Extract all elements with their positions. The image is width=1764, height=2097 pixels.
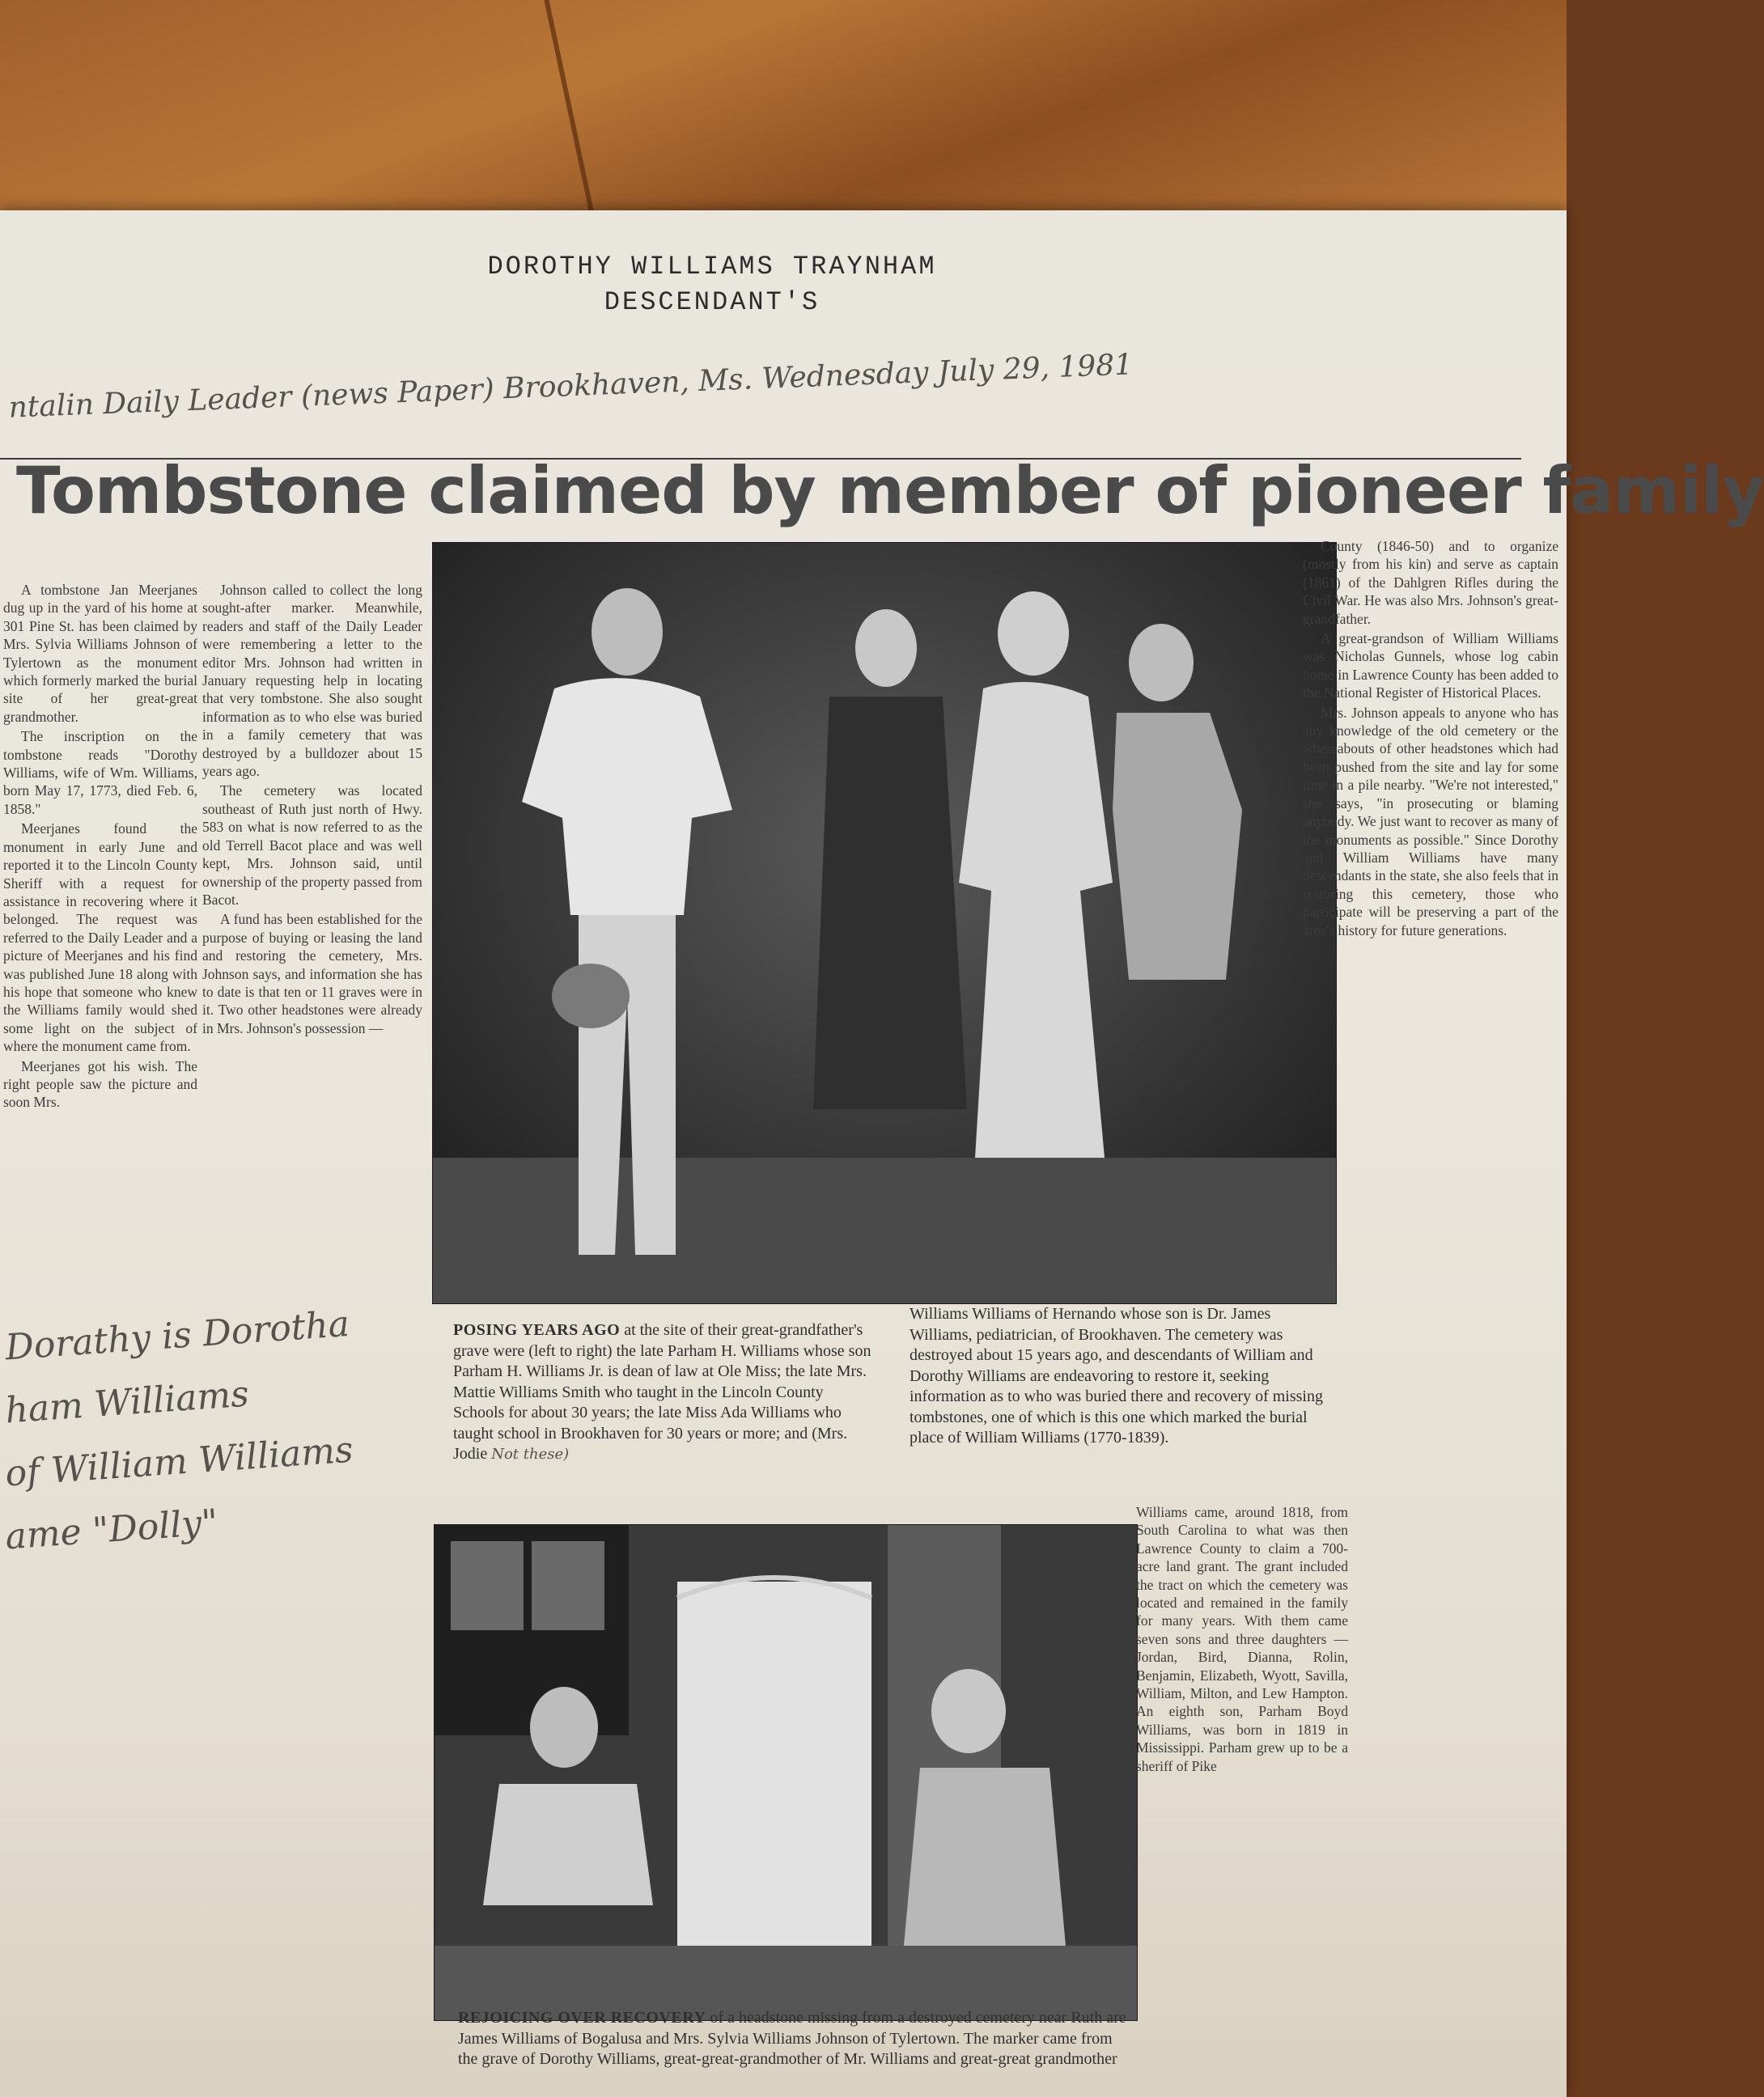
article-column-lower-right [1136,1503,1348,1777]
paragraph: County (1846-50) and to organize (mostly from his kin) and serve as captain (1861) of the Dahlgren Rifles during the Civil War. He was also Mrs. Johnson's great-grandfather. [1303,538,1558,627]
margin-note-line: of William Williams [3,1429,355,1495]
paragraph: The inscription on the tombstone reads "Dorothy Williams, wife of Wm. Williams, born May 17, 1773, died Feb. 6, 1858." [3,728,197,817]
article-column-1 [3,581,197,1113]
paragraph: Meerjanes found the monument in early June and reported it to the Lincoln County Sheriff with a request for assistance in recovering where it belonged. The request was referred to the Daily Leader and a picture of Meerjanes and his find was published June 18 along with his hope that someone who knew the Williams family would shed some light on the subject of where the monument came from. [3,820,197,1055]
margin-note-line: ham Williams [3,1373,251,1432]
paragraph: Johnson called to collect the long sought-after marker. Meanwhile, readers and staff of the Daily Leader were remembering a letter to the editor Mrs. Johnson had written in January requesting help in locating that very tombstone. She also sought information as to who else was buried in a family cemetery that was destroyed by a bulldozer about 15 years ago. [202,582,422,780]
caption-text: of a headstone missing from a destroyed cemetery near Ruth are James Williams of Bogalusa and Mrs. Sylvia Williams Johnson of Tylertown. The marker came from the grave of Dorothy Williams, great-great-grandmother of Mr. Williams and great-great grandmother [458,2009,1126,2068]
caption-text: at the site of their great-grandfather's grave were (left to right) the late Parham H. Williams whose son Parham H. Williams Jr. is dean of law at Ole Miss; the late Mrs. Mattie Williams Smith who taught in the Lincoln County Schools for about 30 years; the late Miss Ada Williams who taught school in Brookhaven for 30 years or more; and (Mrs. Jodie [453,1321,871,1463]
photo-four-people-illustration [433,543,1336,1303]
photo-2-caption [458,2008,1130,2070]
photo-1-caption-right: Williams Williams of Hernando whose son is Dr. James Williams, pediatrician, of Brookhaven. The cemetery was destroyed about 15 years ago, and descendants of William and Dorothy Williams are endeavoring to restore it, seeking information as to who was buried there and recovery of missing tombstones, one of which is this one which marked the burial place of William Williams (1770-1839). [910,1305,1323,1447]
article-column-right [1303,537,1558,941]
margin-note-line: Dorathy is Dorotha [3,1303,351,1369]
paragraph: A great-grandson of William Williams was Nicholas Gunnels, whose log cabin home in Lawrence County has been added to the National Register of Historical Places. [1303,630,1558,701]
handwritten-caption-note: Not these) [491,1446,570,1463]
margin-note-line: ame "Dolly" [3,1502,220,1558]
handwritten-margin-note [3,1301,458,1558]
heading-line-1: DOROTHY WILLIAMS TRAYNHAM [487,252,937,282]
paragraph: Mrs. Johnson appeals to anyone who has any knowledge of the old cemetery or the whereabouts of other headstones which had been pushed from the site and lay for some time in a pile nearby. "We're not interested," she says, "in prosecuting or blaming anybody. We just want to recover as many of the monuments as possible." Since Dorothy and William Williams have many descendants in the state, she also feels that in restoring this cemetery, those who participate will be preserving a part of the area's history for future generations. [1303,704,1558,938]
photo-four-people-at-grave [432,542,1337,1304]
caption-lead: REJOICING OVER RECOVERY [458,2009,706,2027]
handwritten-source-note: ntalin Daily Leader (news Paper) Brookhaven, Ms. Wednesday July 29, 1981 [7,348,1134,425]
paragraph: Meerjanes got his wish. The right people saw the picture and soon Mrs. [3,1057,197,1111]
photo-headstone-recovery [434,1524,1138,2021]
photo-headstone-illustration [435,1525,1137,2020]
photo-1-caption-left [453,1320,874,1465]
paragraph: Williams came, around 1818, from South Carolina to what was then Lawrence County to claim a 700-acre land grant. The grant included the tract on which the cemetery was located and remained in the family for many years. With them came seven sons and three daughters — Jordan, Bird, Dianna, Rolin, Benjamin, Elizabeth, Wyott, Savilla, William, Milton, and Lew Hampton. An eighth son, Parham Boyd Williams, was born in 1819 in Mississippi. Parham grew up to be a sheriff of Pike [1136,1504,1348,1774]
paragraph: The cemetery was located southeast of Ruth just north of Hwy. 583 on what is now referred to as the old Terrell Bacot place and was well kept, Mrs. Johnson said, until ownership of the property passed from Bacot. [202,782,422,908]
heading-line-2: DESCENDANT'S [604,287,821,317]
article-column-2 [202,581,422,1039]
page-heading [307,249,1117,320]
paragraph: A fund has been established for the purpose of buying or leasing the land and restoring the cemetery, Mrs. Johnson says, and information she has to date is that ten or 11 graves were in it. Two other headstones were already in Mrs. Johnson's possession — [202,911,422,1036]
paragraph: A tombstone Jan Meerjanes dug up in the yard of his home at 301 Pine St. has been claimed by Mrs. Sylvia Williams Johnson of Tylertown as the monument which formerly marked the burial site of her great-great grandmother. [3,582,197,725]
caption-lead: POSING YEARS AGO [453,1321,621,1339]
article-headline: Tombstone claimed by member of pioneer family [16,453,1764,528]
